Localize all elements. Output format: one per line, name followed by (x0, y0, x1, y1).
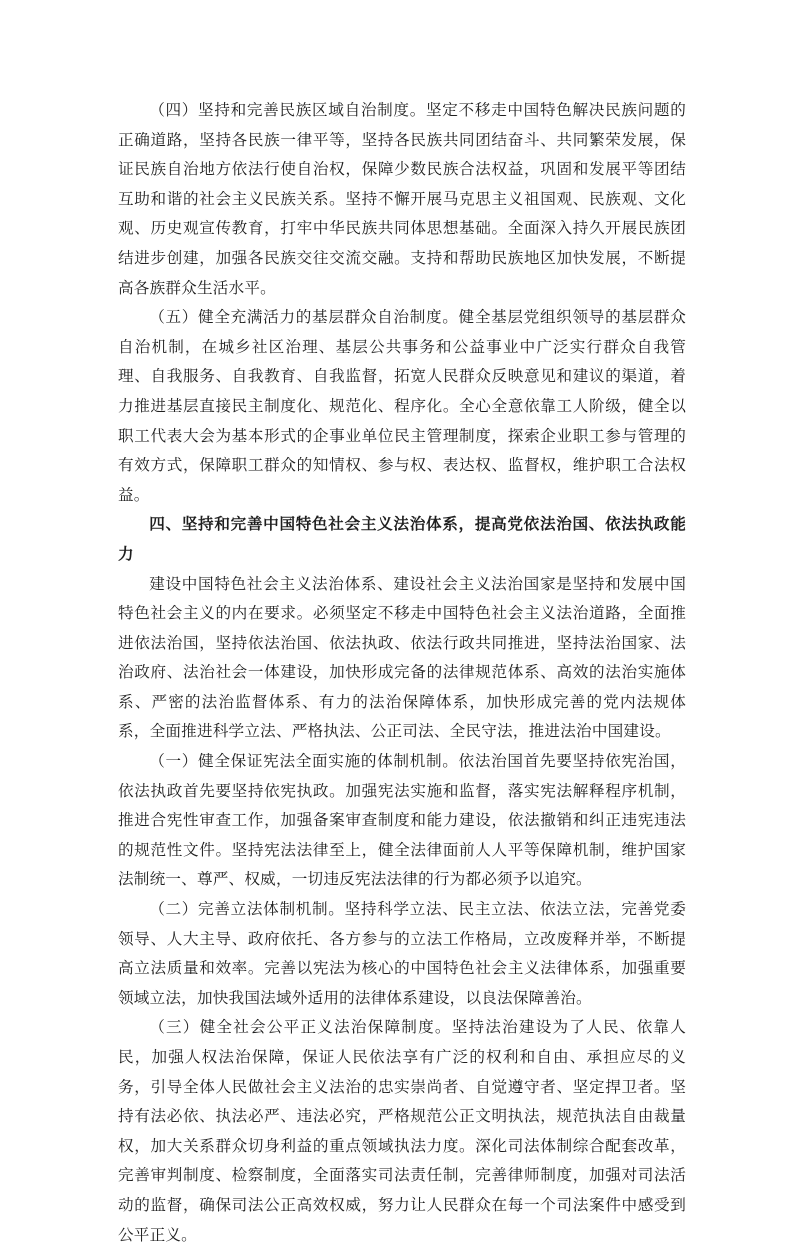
paragraph-legislation: （二）完善立法体制机制。坚持科学立法、民主立法、依法立法，完善党委领导、人大主导、政府依托、各方参与的立法工作格局，立改废释并举，不断提高立法质量和效率。完善以宪法为核心的中国特色社会主义法律体系，加强重要领域立法，加快我国法域外适用的法律体系建设，以良法保障善治。 (118, 900, 686, 1007)
paragraph-grassroots-autonomy: （五）健全充满活力的基层群众自治制度。健全基层党组织领导的基层群众自治机制，在城乡社区治理、基层公共事务和公益事业中广泛实行群众自我管理、自我服务、自我教育、自我监督，拓宽人民群众反映意见和建议的渠道，着力推进基层直接民主制度化、规范化、程序化。全心全意依靠工人阶级，健全以职工代表大会为基本形式的企事业单位民主管理制度，探索企业职工参与管理的有效方式，保障职工群众的知情权、参与权、表达权、监督权，维护职工合法权益。 (118, 308, 686, 504)
paragraph-social-justice: （三）健全社会公平正义法治保障制度。坚持法治建设为了人民、依靠人民，加强人权法治保障，保证人民依法享有广泛的权利和自由、承担应尽的义务，引导全体人民做社会主义法治的忠实崇尚者、自觉遵守者、坚定捍卫者。坚持有法必依、执法必严、违法必究，严格规范公正文明执法，规范执法自由裁量权，加大关系群众切身利益的重点领域执法力度。深化司法体制综合配套改革，完善审判制度、检察制度，全面落实司法责任制，完善律师制度，加强对司法活动的监督，确保司法公正高效权威，努力让人民群众在每一个司法案件中感受到公平正义。 (118, 1018, 686, 1244)
paragraph-section-intro: 建设中国特色社会主义法治体系、建设社会主义法治国家是坚持和发展中国特色社会主义的内在要求。必须坚定不移走中国特色社会主义法治道路，全面推进依法治国，坚持依法治国、依法执政、依法行政共同推进，坚持法治国家、法治政府、法治社会一体建设，加快形成完备的法律规范体系、高效的法治实施体系、严密的法治监督体系、有力的法治保障体系，加快形成完善的党内法规体系，全面推进科学立法、严格执法、公正司法、全民守法，推进法治中国建设。 (118, 574, 686, 741)
paragraph-constitution: （一）健全保证宪法全面实施的体制机制。依法治国首先要坚持依宪治国，依法执政首先要坚持依宪执政。加强宪法实施和监督，落实宪法解释程序机制，推进合宪性审查工作，加强备案审查制度和能力建设，依法撤销和纠正违宪违法的规范性文件。坚持宪法法律至上，健全法律面前人人平等保障机制，维护国家法制统一、尊严、权威，一切违反宪法法律的行为都必须予以追究。 (118, 752, 686, 889)
section-heading-rule-of-law: 四、坚持和完善中国特色社会主义法治体系，提高党依法治国、依法执政能力 (118, 515, 686, 563)
paragraph-ethnic-autonomy: （四）坚持和完善民族区域自治制度。坚定不移走中国特色解决民族问题的正确道路，坚持各民族一律平等，坚持各民族共同团结奋斗、共同繁荣发展，保证民族自治地方依法行使自治权，保障少数民族合法权益，巩固和发展平等团结互助和谐的社会主义民族关系。坚持不懈开展马克思主义祖国观、民族观、文化观、历史观宣传教育，打牢中华民族共同体思想基础。全面深入持久开展民族团结进步创建，加强各民族交往交流交融。支持和帮助民族地区加快发展，不断提高各族群众生活水平。 (118, 101, 686, 297)
document-body (118, 96, 686, 1250)
